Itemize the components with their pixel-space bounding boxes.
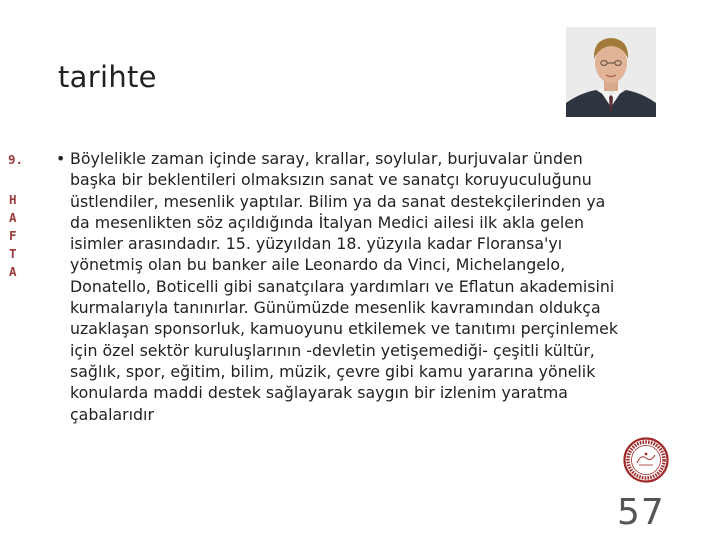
body-line: konularda maddi destek sağlayarak saygın bir izlenim yaratma bbox=[70, 383, 568, 403]
body-line: da mesenlikten söz açıldığında İtalyan Medici ailesi ilk akla gelen bbox=[70, 212, 584, 232]
body-line: çabalarıdır bbox=[70, 404, 154, 424]
side-letter: T bbox=[9, 246, 17, 261]
body-text bbox=[55, 148, 667, 425]
university-seal-icon bbox=[623, 437, 669, 483]
body-line: başka bir beklentileri olmaksızın sanat ve sanatçı koruyuculuğunu bbox=[70, 170, 592, 190]
side-letter: A bbox=[9, 210, 17, 225]
side-week-number: 9. bbox=[8, 152, 24, 167]
body-line: Böylelikle zaman içinde saray, krallar, soylular, burjuvalar ünden bbox=[70, 149, 583, 168]
side-week-letters bbox=[8, 191, 36, 281]
bullet-icon: • bbox=[56, 149, 66, 168]
body-line: isimler arasındadır. 15. yüzyıldan 18. yüzyıla kadar Floransa'yı bbox=[70, 234, 563, 254]
body-line: Donatello, Boticelli gibi sanatçılara yardımları ve Eflatun akademisini bbox=[70, 276, 615, 296]
side-label bbox=[8, 151, 36, 281]
body-line: kurmalarıyla tanınırlar. Günümüzde mesenlik kavramından oldukça bbox=[70, 298, 601, 318]
page-number: 57 bbox=[617, 492, 665, 533]
body-line: üstlendiler, mesenlik yaptılar. Bilim ya da sanat destekçilerinden ya bbox=[70, 191, 606, 211]
side-letter: F bbox=[9, 228, 17, 243]
side-letter: H bbox=[9, 192, 17, 207]
bullet-item bbox=[55, 148, 667, 425]
side-letter: A bbox=[9, 264, 17, 279]
portrait-photo-icon bbox=[566, 27, 656, 117]
body-line: uzaklaşan sponsorluk, kamuoyunu etkilemek ve tanıtımı perçinlemek bbox=[70, 319, 619, 339]
slide-title: tarihte bbox=[58, 60, 157, 94]
body-line: yönetmiş olan bu banker aile Leonardo da Vinci, Michelangelo, bbox=[70, 255, 566, 275]
body-line: için özel sektör kuruluşlarının -devletin yetişemediği- çeşitli kültür, bbox=[70, 340, 595, 360]
body-line: sağlık, spor, eğitim, bilim, müzik, çevre gibi kamu yararına yönelik bbox=[70, 361, 596, 381]
